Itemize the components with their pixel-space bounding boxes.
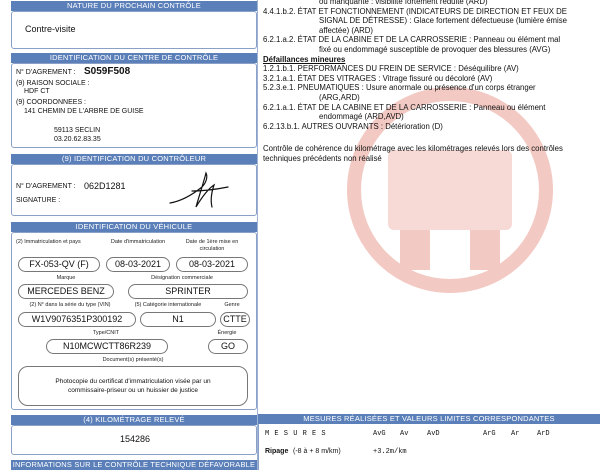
defect-line: affectée) (ARD) (319, 25, 374, 35)
type-label: Type/CNIT (92, 330, 120, 336)
centre-header: IDENTIFICATION DU CENTRE DE CONTRÔLE (11, 53, 257, 63)
designation-value: SPRINTER (128, 284, 248, 299)
marque-value: MERCEDES BENZ (18, 284, 114, 299)
documents-value-line-2: commissaire-priseur ou un huissier de justice (67, 387, 199, 394)
infos-header: INFORMATIONS SUR LE CONTRÔLE TECHNIQUE DÉFAVORABLE (12, 460, 256, 469)
kilometrage-header: (4) KILOMÉTRAGE RELEVÉ (11, 415, 257, 425)
defect-line: 6.2.1.a.2. ÉTAT DE LA CABINE ET DE LA CARROSSERIE : Panneau ou élément mal (263, 35, 561, 45)
genre-value: CTTE (220, 312, 250, 327)
mesures-col-ard: ArD (537, 430, 550, 438)
defect-line: 1.2.1.b.1. PERFORMANCES DU FREIN DE SERVICE : Déséquilibre (AV) (263, 64, 519, 74)
centre-raison-value: HDF CT (24, 88, 50, 95)
kilometrage-note-line-2: techniques précédents non réalisé (263, 154, 382, 163)
defect-line: (ARG,ARD) (319, 93, 360, 102)
type-value: N10MCWCTT86R239 (46, 339, 168, 354)
controleur-agrement-label: N° D'AGREMENT : (16, 183, 76, 190)
date-first-label: Date de 1ère mise en circulation (185, 239, 239, 252)
mesures-box (258, 424, 600, 470)
imm-label: (2) Immatriculation et pays (16, 239, 81, 245)
documents-value-line-1: Photocopie du certificat d'immatriculation visée par un (55, 378, 211, 385)
marque-label: Marque (56, 275, 76, 281)
defect-line: ou manquante : visibilité fortement réduite (ARD) (319, 0, 488, 6)
centre-raison-label: (9) RAISON SOCIALE : (16, 80, 90, 87)
controleur-header: (9) IDENTIFICATION DU CONTRÔLEUR (11, 154, 257, 164)
date-first-value: 08-03-2021 (176, 257, 248, 272)
defect-line: fixé ou endommagé susceptible de provoquer des blessures (AVG) (319, 45, 551, 54)
defect-line: SIGNAL DE DÉTRESSE) : Glace fortement défectueuse (lumière émise (319, 16, 568, 26)
ripage-label: Ripage (265, 448, 289, 455)
date-imm-value: 08-03-2021 (106, 257, 170, 272)
centre-phone: 03.20.62.83.35 (54, 136, 101, 143)
defect-line: 4.4.1.b.2. ÉTAT ET FONCTIONNEMENT (INDICATEURS DE DIRECTION ET FEUX DE (263, 6, 567, 16)
signature-image (162, 167, 242, 215)
vin-value: W1V9076351P300192 (18, 312, 136, 327)
mesures-header: MESURES RÉALISÉES ET VALEURS LIMITES CORRESPONDANTES (258, 414, 600, 424)
mesures-col-arg: ArG (483, 430, 496, 438)
kilometrage-note-line-1: Contrôle de cohérence du kilométrage avec les kilométrages relevés lors des contrôles (263, 144, 563, 153)
centre-agrement-label: N° D'AGREMENT : (16, 69, 76, 76)
ripage-range: (-8 à + 8 m/km) (293, 448, 341, 455)
controleur-agrement-value: 062D1281 (84, 181, 126, 191)
mesures-col-av: Av (400, 430, 409, 438)
vehicule-header: IDENTIFICATION DU VÉHICULE (11, 222, 257, 232)
date-imm-label: Date d'immatriculation (110, 239, 166, 245)
next-control-header: NATURE DU PROCHAIN CONTRÔLE (11, 1, 257, 11)
defect-line: 3.2.1.a.1. ÉTAT DES VITRAGES : Vitrage fissuré ou décoloré (AV) (263, 73, 493, 83)
genre-label: Genre (224, 302, 240, 308)
mesures-col-avd: AvD (427, 430, 440, 438)
vin-label: (2) N° dans la série du type (VIN) (29, 302, 111, 308)
mesures-col-ar: Ar (511, 430, 520, 438)
mesures-col-avg: AvG (373, 430, 386, 438)
defect-line: endommagé (ARD,AVD) (319, 112, 404, 122)
kilometrage-box (11, 425, 257, 455)
next-control-box (11, 11, 257, 49)
mesures-label: M E S U R E S (265, 430, 327, 438)
next-control-value: Contre-visite (25, 24, 76, 34)
centre-agrement-value: S059F508 (84, 66, 131, 77)
defect-line: Défaillances mineures (263, 54, 346, 64)
column-divider (257, 0, 258, 470)
centre-coord-label: (9) COORDONNEES : (16, 99, 87, 106)
controleur-box (11, 164, 257, 216)
defect-line: 6.2.1.a.1. ÉTAT DE LA CABINE ET DE LA CARROSSERIE : Panneau ou élément (263, 102, 546, 112)
documents-value (18, 366, 248, 406)
categorie-value: N1 (140, 312, 216, 327)
centre-box (11, 63, 257, 148)
ripage-value: +3.2m/km (373, 448, 407, 456)
defect-line: 5.2.3.e.1. PNEUMATIQUES : Usure anormale ou présence d'un corps étranger (263, 83, 536, 93)
controleur-signature-label: SIGNATURE : (16, 197, 61, 204)
vehicule-box (11, 232, 257, 410)
centre-address-2: 59113 SECLIN (54, 127, 101, 134)
energie-label: Énergie (217, 330, 237, 336)
kilometrage-value: 154286 (120, 434, 151, 444)
categorie-label: (5) Catégorie internationale (134, 302, 202, 308)
designation-label: Désignation commerciale (151, 275, 213, 281)
documents-label: Document(s) présenté(s) (102, 357, 164, 363)
imm-value: FX-053-QV (F) (18, 257, 100, 272)
energie-value: GO (208, 339, 248, 354)
defect-line: 6.2.13.b.1. AUTRES OUVRANTS : Détérioration (D) (263, 121, 443, 131)
centre-address-1: 141 CHEMIN DE L'ARBRE DE GUISE (24, 108, 144, 115)
